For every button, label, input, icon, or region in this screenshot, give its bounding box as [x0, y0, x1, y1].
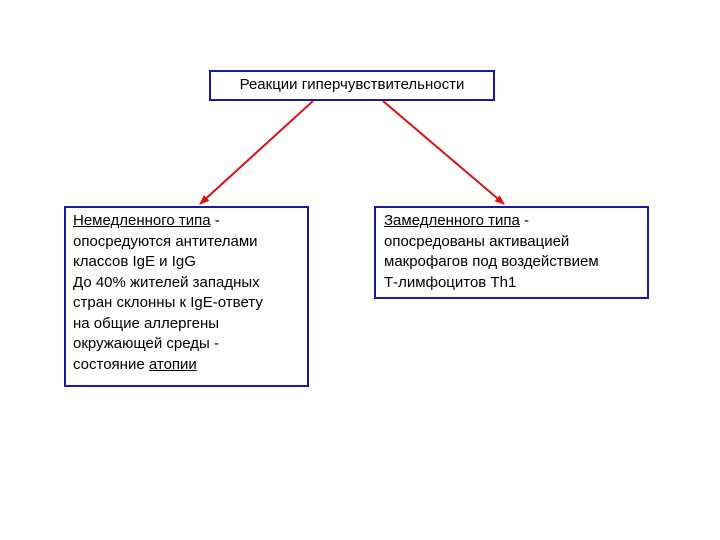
immediate-title-line — [73, 211, 300, 232]
delayed-title-line — [384, 211, 639, 232]
immediate-line: опосредуются антителами — [73, 232, 258, 250]
immediate-line: классов IgE и IgG — [73, 253, 196, 270]
delayed-title: Замедленного типа — [384, 212, 520, 229]
delayed-type-node — [374, 206, 649, 299]
immediate-line: на общие аллергены — [73, 314, 220, 332]
arrow-to-delayed — [383, 101, 504, 204]
immediate-last-prefix: состояние — [73, 355, 149, 373]
immediate-title-suffix: - — [210, 212, 220, 229]
delayed-title-suffix: - — [519, 212, 530, 229]
arrow-to-immediate — [200, 101, 313, 204]
immediate-line: стран склонны к IgE-ответу — [73, 294, 263, 311]
immediate-last-line — [73, 355, 300, 376]
immediate-line: окружающей среды - — [73, 335, 219, 352]
delayed-line: опосредованы активацией — [384, 232, 570, 250]
immediate-line: До 40% жителей западных — [73, 273, 260, 291]
delayed-line: макрофагов под воздействием — [384, 253, 599, 270]
immediate-title: Немедленного типа — [73, 212, 211, 229]
root-node — [209, 70, 495, 101]
root-label: Реакции гиперчувствительности — [239, 76, 465, 94]
delayed-line: Т-лимфоцитов Th1 — [384, 273, 517, 291]
atopy-link[interactable]: атопии — [148, 355, 197, 373]
immediate-type-node — [64, 206, 309, 387]
